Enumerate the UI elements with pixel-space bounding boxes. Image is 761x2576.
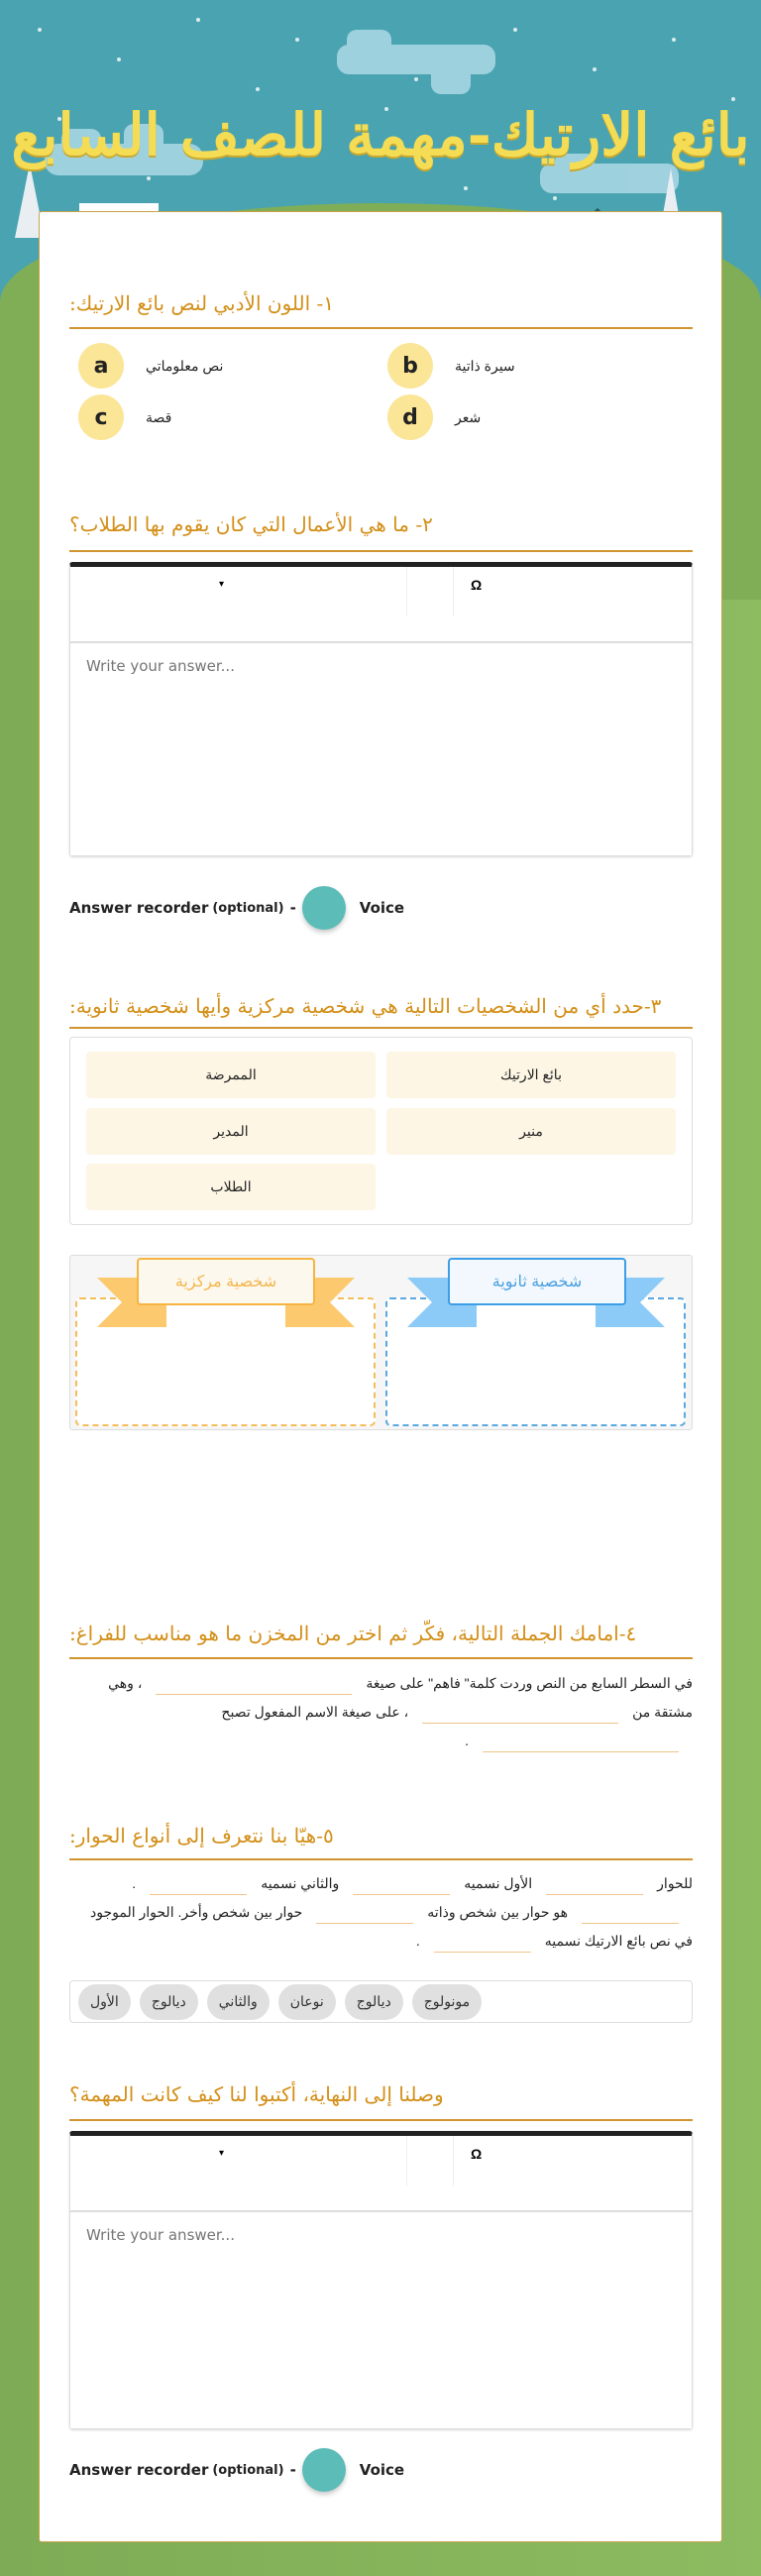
word-chip[interactable]: نوعان (278, 1984, 336, 2020)
recorder-label: Answer recorder (69, 2461, 209, 2479)
drag-item[interactable]: بائع الارتيك (386, 1052, 676, 1098)
question-2-heading: ٢- ما هي الأعمال التي كان يقوم بها الطلاب؟ (69, 512, 433, 536)
categorize-drop-area (69, 1255, 693, 1430)
sentence-text: الأول نسميه (464, 1875, 533, 1891)
toolbar-separator (453, 567, 454, 616)
question-3-heading: ٣-حدد أي من الشخصيات التالية هي شخصية مركزية وأيها شخصية ثانوية: (69, 994, 662, 1018)
word-bank (69, 1980, 693, 2023)
option-letter-badge: a (78, 343, 124, 389)
word-chip[interactable]: والثاني (207, 1984, 270, 2020)
option-b[interactable] (387, 343, 515, 389)
sentence-text: ، وهي مشتقة من (108, 1675, 693, 1720)
sentence-text: حوار بين شخص وأخر. الحوار الموجود في نص بائع الارتيك نسميه (90, 1904, 693, 1949)
format-dropdown[interactable]: ▾ (219, 2148, 225, 2159)
blank-input[interactable] (156, 1673, 352, 1695)
recorder-label: Answer recorder (69, 899, 209, 917)
editor-toolbar (70, 2136, 692, 2212)
special-character-button[interactable]: Ω (471, 577, 483, 593)
drag-item[interactable]: منير (386, 1108, 676, 1155)
central-bucket-label: شخصية مركزية (137, 1258, 315, 1305)
sentence-text: ، على صيغة الاسم المفعول تصبح (221, 1704, 409, 1720)
special-character-button[interactable]: Ω (471, 2146, 483, 2162)
question-5-heading: ٥-هيّا بنا نتعرف إلى أنواع الحوار: (69, 1824, 334, 1848)
recorder-optional: (optional) (212, 2462, 284, 2478)
divider (69, 2119, 693, 2121)
drag-item[interactable]: الطلاب (86, 1164, 376, 1210)
option-letter-badge: b (387, 343, 433, 389)
option-text: نص معلوماتي (146, 357, 224, 374)
blank-input[interactable] (422, 1702, 618, 1724)
sentence-text: . (465, 1733, 469, 1748)
option-letter-badge: c (78, 394, 124, 440)
toolbar-separator (406, 2136, 407, 2185)
recorder-optional: (optional) (212, 900, 284, 916)
word-chip[interactable]: ديالوج (140, 1984, 198, 2020)
sentence-text: هو حوار بين شخص وذاته (427, 1904, 568, 1920)
sentence-text: والثاني نسميه (261, 1875, 340, 1891)
answer-editor (69, 2131, 693, 2429)
question-6-heading: وصلنا إلى النهاية، أكتبوا لنا كيف كانت المهمة؟ (69, 2082, 444, 2106)
divider (69, 550, 693, 552)
option-text: قصة (146, 408, 172, 425)
divider (69, 1657, 693, 1659)
word-chip[interactable]: الأول (78, 1984, 131, 2020)
blank-input[interactable] (150, 1873, 247, 1895)
option-letter-badge: d (387, 394, 433, 440)
drag-items-pool (69, 1037, 693, 1225)
word-chip[interactable]: ديالوج (345, 1984, 403, 2020)
format-dropdown[interactable]: ▾ (219, 579, 225, 590)
option-d[interactable] (387, 394, 481, 440)
toolbar-separator (406, 567, 407, 616)
secondary-bucket-label: شخصية ثانوية (448, 1258, 626, 1305)
word-chip[interactable]: مونولوج (412, 1984, 482, 2020)
blank-input[interactable] (316, 1902, 413, 1924)
question-4-heading: ٤-امامك الجملة التالية، فكّر ثم اختر من المخزن ما هو مناسب للفراغ: (69, 1622, 637, 1645)
voice-label: Voice (359, 899, 405, 917)
blank-input[interactable] (546, 1873, 643, 1895)
record-voice-button[interactable] (302, 2448, 346, 2492)
option-a[interactable] (78, 343, 223, 389)
voice-label: Voice (359, 2461, 405, 2479)
answer-recorder (69, 2448, 404, 2492)
sentence-text: في السطر السابع من النص وردت كلمة" فاهم" على صيغة (366, 1675, 693, 1691)
toolbar-separator (453, 2136, 454, 2185)
record-voice-button[interactable] (302, 886, 346, 930)
option-text: سيرة ذاتية (455, 357, 515, 374)
option-text: شعر (455, 408, 482, 425)
answer-textarea[interactable] (70, 2212, 692, 2428)
blank-input[interactable] (434, 1931, 531, 1953)
divider (69, 1858, 693, 1860)
sentence-text: . (132, 1875, 137, 1891)
worksheet-card (39, 211, 722, 2542)
divider (69, 327, 693, 329)
blank-input[interactable] (353, 1873, 450, 1895)
dash: - (289, 899, 296, 917)
page-title: بائع الارتيك-مهمة للصف السابع (11, 101, 750, 168)
drag-item[interactable]: المدير (86, 1108, 376, 1155)
question-1-heading: ١- اللون الأدبي لنص بائع الارتيك: (69, 291, 335, 315)
sentence-text: للحوار (657, 1875, 693, 1891)
fill-in-sentence (69, 1669, 693, 1755)
drag-item[interactable]: الممرضة (86, 1052, 376, 1098)
divider (69, 1027, 693, 1029)
dash: - (289, 2461, 296, 2479)
sentence-text: . (415, 1933, 420, 1949)
blank-input[interactable] (483, 1731, 679, 1752)
option-c[interactable] (78, 394, 171, 440)
answer-recorder (69, 886, 404, 930)
fill-in-sentence (69, 1869, 693, 1956)
answer-textarea[interactable] (70, 643, 692, 855)
blank-input[interactable] (582, 1902, 679, 1924)
answer-editor (69, 562, 693, 856)
editor-toolbar (70, 567, 692, 643)
